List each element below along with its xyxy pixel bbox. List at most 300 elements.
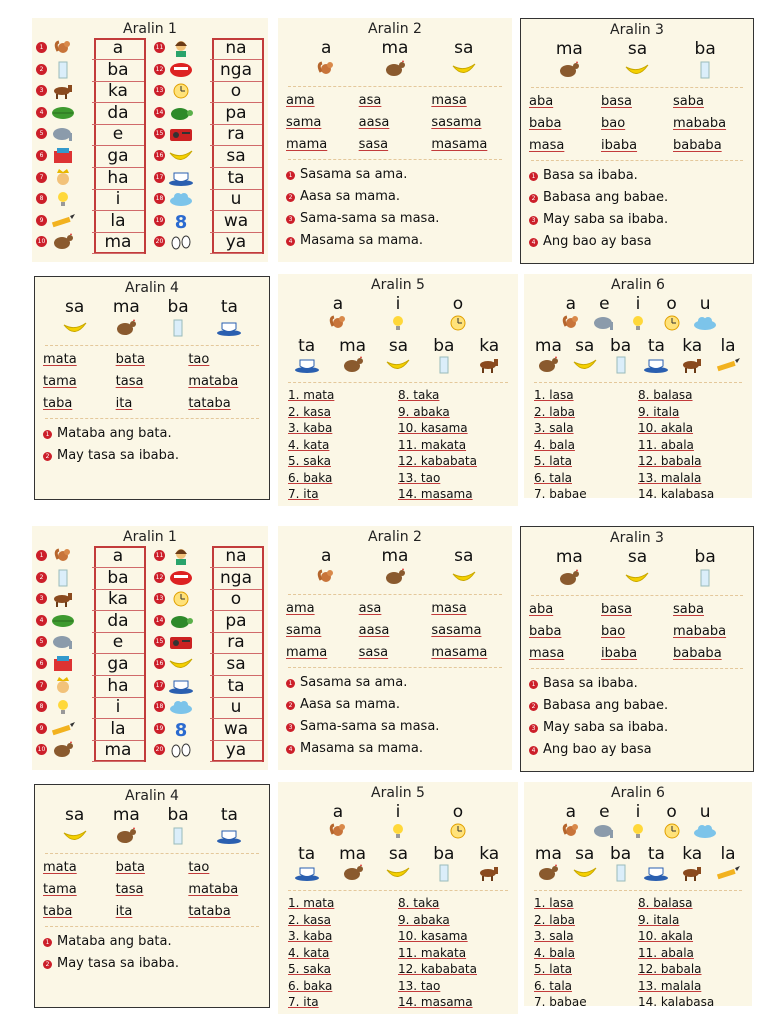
list-item-text: 12. babala — [638, 962, 702, 976]
syllable-header — [278, 336, 518, 378]
vowel — [625, 294, 651, 336]
syllable-label: wa — [210, 719, 262, 741]
syllable-label: i — [92, 189, 144, 211]
word: aasa — [358, 623, 390, 638]
divider — [288, 890, 508, 891]
squirrel-icon — [50, 547, 76, 566]
turtle-icon — [168, 612, 194, 631]
cloud-icon — [692, 314, 718, 328]
syllable-header — [524, 336, 752, 378]
word: basa — [601, 602, 632, 617]
syllable-text: sa — [627, 39, 648, 59]
lesson-title: Aralin 4 — [125, 788, 179, 804]
syllable-label: na — [210, 38, 262, 60]
elephant-icon — [50, 633, 76, 652]
header-syllable — [165, 297, 191, 341]
glass-icon — [692, 61, 718, 77]
syllable-label: e — [92, 632, 144, 654]
cup-icon — [643, 356, 669, 370]
syllable-label: nga — [210, 568, 262, 590]
glass-icon — [608, 356, 634, 370]
syllable-text: sa — [388, 844, 409, 864]
syllable-text: ba — [609, 844, 632, 864]
syllable-label: ya — [210, 740, 262, 762]
sentence — [35, 423, 269, 445]
list-item-text: 1. mata — [288, 388, 335, 402]
list-item — [398, 895, 508, 912]
number-badge: 7 — [36, 172, 47, 183]
word: bababa — [673, 138, 722, 153]
cloud-icon — [168, 698, 194, 717]
banana-icon — [624, 61, 650, 77]
footprint-icon — [168, 741, 194, 760]
word-list — [524, 387, 752, 498]
word-grid — [35, 350, 269, 414]
number-badge: 4 — [529, 238, 538, 247]
pencil-icon — [50, 720, 76, 739]
list-item-text: 13. malala — [638, 470, 702, 485]
syllable-row — [36, 654, 148, 676]
word: sasama — [431, 115, 482, 130]
list-item — [638, 453, 742, 470]
footprint-icon — [168, 233, 194, 252]
syllable-label: ka — [92, 81, 144, 103]
vowel-text: o — [452, 294, 464, 314]
number-badge: 7 — [36, 680, 47, 691]
syllable-label: e — [92, 124, 144, 146]
header-syllable — [624, 547, 650, 591]
aralin-2-card — [278, 18, 512, 262]
vowel — [692, 294, 718, 336]
list-item-text: 6. tala — [534, 978, 573, 993]
syllable-text: ma — [112, 297, 140, 317]
vowel — [558, 294, 584, 336]
syllable-row — [154, 81, 266, 103]
number-badge: 3 — [286, 215, 295, 224]
syllable-label: da — [92, 611, 144, 633]
syllable-row — [154, 654, 266, 676]
number-badge: 1 — [43, 938, 52, 947]
number-badge: 1 — [286, 679, 295, 688]
radio-icon — [168, 125, 194, 144]
number-badge: 12 — [155, 573, 164, 581]
sentence-text: Mataba ang bata. — [57, 934, 172, 949]
syllable-label: ra — [210, 632, 262, 654]
header-syllable — [381, 546, 408, 590]
girl-icon — [168, 39, 194, 58]
syllable-row — [154, 676, 266, 698]
word: ibaba — [601, 646, 638, 661]
syllable-row — [36, 676, 148, 698]
syllable-label: la — [92, 211, 144, 233]
number-badge: 16 — [155, 151, 164, 159]
list-item — [398, 945, 508, 962]
list-item-text: 8. balasa — [638, 388, 693, 402]
syllable-column-left — [36, 546, 148, 762]
syllable-text: ba — [167, 297, 189, 317]
list-item — [638, 994, 742, 1006]
list-item — [534, 961, 638, 978]
word: asa — [358, 601, 382, 616]
list-item-text: 9. itala — [638, 912, 680, 927]
divider — [288, 159, 502, 160]
number-badge: 15 — [155, 130, 164, 138]
word: taba — [43, 904, 73, 919]
vowel — [659, 802, 685, 844]
syllable-row — [154, 146, 266, 168]
syllable-text: ta — [298, 336, 316, 356]
glass-icon — [165, 827, 191, 843]
word: aba — [529, 94, 554, 109]
number-badge: 2 — [36, 572, 47, 583]
list-item — [288, 945, 398, 962]
hen-icon — [50, 233, 76, 252]
number-badge: 6 — [36, 150, 47, 161]
syllable-row — [36, 697, 148, 719]
sentence-text: Sasama sa ama. — [300, 675, 408, 690]
word: masa — [431, 93, 467, 108]
header-syllable — [692, 39, 718, 83]
sentence-text: Aasa sa mama. — [300, 697, 400, 712]
header-syllable — [556, 39, 583, 83]
syllable-label: sa — [210, 654, 262, 676]
syllable-label: ka — [92, 589, 144, 611]
syllable-row — [154, 60, 266, 82]
squirrel-icon — [50, 39, 76, 58]
sentence-text: Sama-sama sa masa. — [300, 719, 440, 734]
word: tataba — [188, 396, 231, 411]
lesson-title: Aralin 6 — [611, 785, 665, 801]
list-item-text: 2. kasa — [288, 404, 331, 419]
word: ama — [286, 601, 315, 616]
squirrel-icon — [558, 822, 584, 836]
header-syllable — [643, 336, 669, 378]
header-syllable — [339, 844, 366, 886]
list-item-text: 5. saka — [288, 454, 331, 468]
word: mababa — [673, 116, 727, 131]
number-badge: 1 — [286, 171, 295, 180]
clock-icon — [445, 822, 471, 836]
word-list — [278, 387, 518, 503]
list-item — [288, 387, 398, 404]
number-badge: 14 — [155, 616, 164, 624]
vowel — [659, 294, 685, 336]
syllable-text: a — [320, 546, 332, 566]
syllable-row — [36, 719, 148, 741]
sentence-text: Sasama sa ama. — [300, 167, 408, 182]
header-syllable — [62, 297, 88, 341]
divider — [531, 160, 743, 161]
hen-icon — [113, 319, 139, 335]
syllable-label: ta — [210, 676, 262, 698]
list-item-text: 2. laba — [534, 404, 575, 419]
syllable-label: u — [210, 189, 262, 211]
aralin-4-card — [34, 784, 270, 1008]
syllable-label: ta — [210, 168, 262, 190]
syllable-text: ma — [555, 547, 583, 567]
word: tao — [188, 860, 210, 875]
elephant-icon — [591, 314, 617, 328]
word: ita — [115, 396, 133, 411]
vowel-text: a — [565, 802, 576, 822]
syllable-row — [154, 611, 266, 633]
word: ibaba — [601, 138, 638, 153]
word: baba — [529, 624, 562, 639]
syllable-label: o — [210, 81, 262, 103]
cup-icon — [216, 319, 242, 335]
word-grid — [278, 599, 512, 663]
hen-icon — [340, 864, 366, 878]
lesson-title: Aralin 5 — [371, 785, 425, 801]
svg-text:8: 8 — [174, 211, 188, 230]
word-list — [278, 895, 518, 1011]
list-item-text: 3. kaba — [288, 421, 333, 435]
lesson-title: Aralin 1 — [123, 529, 177, 545]
list-item — [288, 486, 398, 503]
vowel-text: i — [635, 294, 641, 314]
list-item-text: 11. abala — [638, 945, 694, 960]
number-badge: 1 — [36, 550, 47, 561]
syllable-row — [36, 632, 148, 654]
word: bata — [115, 352, 145, 367]
vowel-text: i — [395, 294, 401, 314]
syllable-row — [36, 168, 148, 190]
squirrel-icon — [313, 568, 339, 584]
horse-icon — [50, 82, 76, 101]
syllable-label: ha — [92, 676, 144, 698]
list-item-text: 10. akala — [638, 421, 694, 435]
aralin-3-card — [520, 526, 754, 772]
list-item — [288, 470, 398, 487]
aralin-2-card — [278, 526, 512, 770]
word: mataba — [188, 374, 239, 389]
vowel-text: u — [699, 294, 711, 314]
number-badge: 10 — [37, 238, 46, 246]
syllable-header — [524, 844, 752, 886]
clock-icon — [168, 590, 194, 609]
word-list-left — [534, 387, 638, 498]
hen-icon — [50, 741, 76, 760]
vowel-text: o — [666, 294, 677, 314]
syllable-row — [154, 189, 266, 211]
sentence — [35, 953, 269, 975]
lesson-title: Aralin 2 — [368, 529, 422, 545]
syllable-row — [154, 740, 266, 762]
word: bao — [601, 116, 626, 131]
list-item — [534, 978, 638, 995]
list-item-text: 3. sala — [534, 421, 574, 435]
word: masa — [431, 601, 467, 616]
syllable-label: i — [92, 697, 144, 719]
number-badge: 16 — [155, 659, 164, 667]
syllable-label: ma — [92, 740, 144, 762]
list-item-text: 5. lata — [534, 962, 573, 976]
squirrel-icon — [325, 822, 351, 836]
syllable-label: sa — [210, 146, 262, 168]
number-badge: 15 — [155, 638, 164, 646]
squirrel-icon — [325, 314, 351, 328]
list-item-text: 3. sala — [534, 929, 574, 943]
syllable-text: ma — [112, 805, 140, 825]
vowel — [385, 802, 411, 844]
lightbulb-icon — [625, 822, 651, 836]
syllable-row — [36, 60, 148, 82]
aralin-6-card — [524, 274, 752, 498]
syllable-column-right — [154, 38, 266, 254]
list-item-text: 11. makata — [398, 437, 467, 452]
number-badge: 5 — [36, 636, 47, 647]
word: tasa — [115, 882, 144, 897]
list-item — [398, 420, 508, 437]
divider — [288, 667, 502, 668]
aralin-4-card — [34, 276, 270, 500]
syllable-row — [154, 168, 266, 190]
glass-icon — [608, 864, 634, 878]
horse-icon — [50, 590, 76, 609]
sentence — [521, 695, 753, 717]
list-item-text: 10. kasama — [398, 421, 468, 435]
number-badge: 8 — [36, 193, 47, 204]
list-item-text: 7. babae — [534, 995, 587, 1006]
vowel — [325, 802, 351, 844]
header-syllable — [381, 38, 408, 82]
svg-text:8: 8 — [174, 719, 188, 738]
syllable-header — [278, 844, 518, 886]
word: masama — [431, 645, 488, 660]
number-badge: 11 — [155, 552, 164, 559]
divider — [45, 926, 259, 927]
banana-icon — [451, 60, 477, 76]
syllable-label: pa — [210, 611, 262, 633]
clock-icon — [659, 822, 685, 836]
word-grid — [521, 600, 753, 664]
syllable-label: la — [92, 719, 144, 741]
number-badge: 2 — [529, 194, 538, 203]
word: masa — [529, 646, 565, 661]
syllable-text: ta — [220, 297, 238, 317]
toy-icon — [50, 147, 76, 166]
list-item-text: 3. kaba — [288, 929, 333, 943]
syllable-text: ma — [534, 844, 562, 864]
list-item — [398, 961, 508, 978]
aralin-5-card — [278, 782, 518, 1014]
lesson-title: Aralin 5 — [371, 277, 425, 293]
syllable-text: ba — [694, 547, 716, 567]
number-badge: 19 — [155, 216, 164, 224]
syllable-row — [154, 38, 266, 60]
list-item — [534, 470, 638, 487]
header-syllable — [385, 844, 411, 886]
syllable-text: ba — [167, 805, 189, 825]
number-badge: 11 — [155, 44, 164, 51]
pencil-icon — [715, 356, 741, 370]
number-badge: 13 — [155, 87, 164, 95]
banana-icon — [168, 147, 194, 166]
number-badge: 12 — [155, 65, 164, 73]
syllable-row — [154, 568, 266, 590]
list-item-text: 13. tao — [398, 978, 441, 993]
hen-icon — [340, 356, 366, 370]
number-badge: 19 — [155, 724, 164, 732]
syllable-label: ra — [210, 124, 262, 146]
vowel-text: e — [599, 294, 610, 314]
word: sasa — [358, 137, 389, 152]
syllable-row — [154, 719, 266, 741]
sentence — [278, 208, 512, 230]
vowel — [445, 294, 471, 336]
word: bababa — [673, 646, 722, 661]
sentence — [35, 445, 269, 467]
word: saba — [673, 602, 704, 617]
header-syllable — [572, 844, 598, 886]
list-item — [534, 437, 638, 454]
syllable-row — [36, 211, 148, 233]
word: basa — [601, 94, 632, 109]
header-syllable — [715, 844, 741, 886]
header-syllable — [294, 336, 320, 378]
syllable-text: ka — [682, 844, 703, 864]
number-badge: 4 — [36, 107, 47, 118]
hen-icon — [556, 569, 582, 585]
leaf-icon — [50, 104, 76, 123]
syllable-row — [154, 546, 266, 568]
word: ama — [286, 93, 315, 108]
lesson-title: Aralin 1 — [123, 21, 177, 37]
word: aba — [529, 602, 554, 617]
sentence-text: Basa sa ibaba. — [543, 168, 638, 183]
list-item — [638, 420, 742, 437]
word: tama — [43, 374, 77, 389]
header-syllable — [715, 336, 741, 378]
word: tao — [188, 352, 210, 367]
divider — [45, 345, 259, 346]
syllable-label: ba — [92, 568, 144, 590]
list-item — [288, 404, 398, 421]
cup-icon — [168, 677, 194, 696]
syllable-text: sa — [64, 805, 85, 825]
syllable-text: ma — [339, 844, 367, 864]
glass-icon — [165, 319, 191, 335]
syllable-row — [36, 189, 148, 211]
list-item-text: 14. kalabasa — [638, 995, 715, 1006]
syllable-row — [36, 546, 148, 568]
list-item — [638, 978, 742, 995]
header-syllable — [431, 336, 457, 378]
list-item-text: 7. ita — [288, 487, 319, 501]
number-badge: 2 — [43, 960, 52, 969]
number-eight-icon — [168, 720, 194, 739]
leaf-icon — [50, 612, 76, 631]
list-item-text: 9. abaka — [398, 912, 450, 927]
number-badge: 18 — [155, 703, 164, 711]
word-list-left — [288, 895, 398, 1011]
syllable-text: ma — [555, 39, 583, 59]
word: masa — [529, 138, 565, 153]
sentence — [278, 186, 512, 208]
syllable-text: sa — [454, 546, 474, 566]
sentence — [278, 672, 512, 694]
word: tama — [43, 882, 77, 897]
list-item — [288, 978, 398, 995]
sentence — [521, 165, 753, 187]
number-badge: 2 — [286, 193, 295, 202]
syllable-row — [36, 103, 148, 125]
number-badge: 1 — [529, 680, 538, 689]
list-item — [398, 486, 508, 503]
header-syllable — [431, 844, 457, 886]
syllable-label: ga — [92, 146, 144, 168]
number-badge: 17 — [155, 173, 164, 181]
